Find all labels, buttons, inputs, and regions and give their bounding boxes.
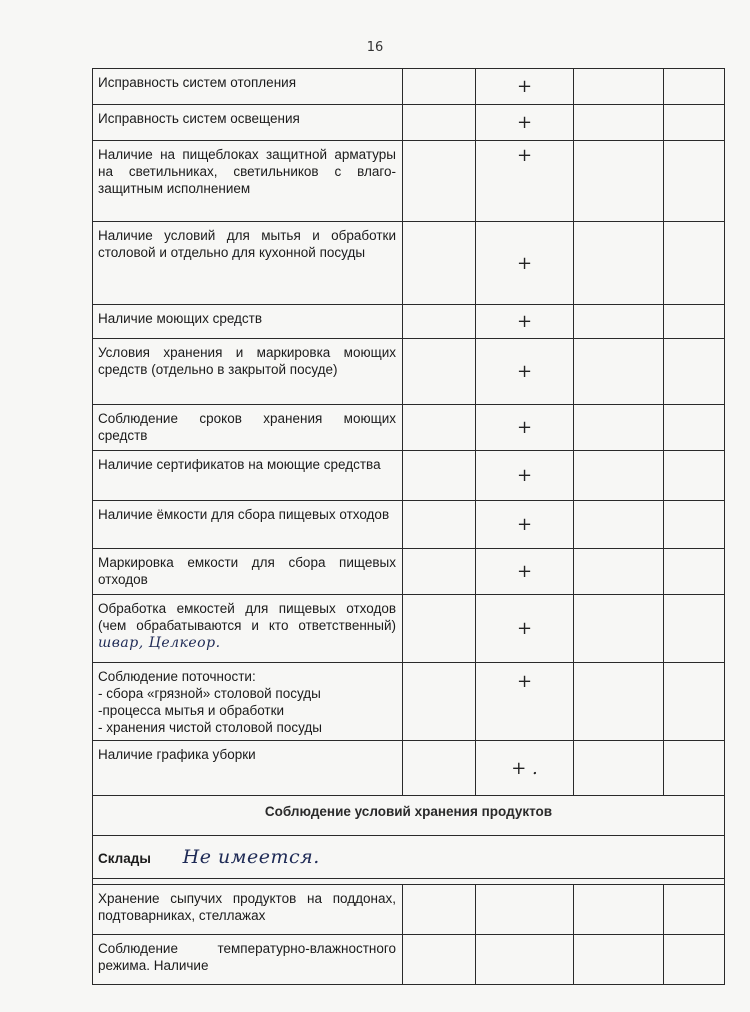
row-label	[93, 595, 403, 663]
empty-cell	[403, 935, 476, 985]
table-row	[93, 741, 725, 796]
handwritten-note: швар, Целкеор.	[98, 635, 221, 651]
check-mark: +	[476, 663, 574, 741]
empty-cell	[403, 885, 476, 935]
sklady-row	[93, 836, 725, 879]
table-row	[93, 451, 725, 501]
empty-cell	[403, 451, 476, 501]
row-label: Наличие ёмкости для сбора пищевых отходов	[93, 501, 403, 549]
table-row	[93, 549, 725, 595]
section-header-row	[93, 796, 725, 836]
page-number: 16	[366, 40, 384, 55]
empty-cell	[403, 549, 476, 595]
empty-cell	[664, 885, 725, 935]
check-mark: +	[476, 222, 574, 305]
section-title: Соблюдение условий хранения продуктов	[93, 796, 725, 836]
table-row	[93, 141, 725, 222]
table-row	[93, 836, 725, 879]
label-line: Соблюдение поточности:	[98, 669, 256, 684]
label-line: -процесса мытья и обработки	[98, 703, 285, 718]
empty-cell	[403, 339, 476, 405]
table-row	[93, 339, 725, 405]
table-row	[93, 105, 725, 141]
empty-cell	[476, 885, 574, 935]
check-mark: +	[476, 141, 574, 222]
label-line: - хранения чистой столовой посуды	[98, 720, 322, 735]
row-label: Наличие сертификатов на моющие средства	[93, 451, 403, 501]
table-row	[93, 595, 725, 663]
table-row	[93, 935, 725, 985]
row-label: Хранение сыпучих продуктов на поддонах, подтоварниках, стеллажах	[93, 885, 403, 935]
empty-cell	[403, 141, 476, 222]
row-label: Условия хранения и маркировка моющих средств (отдельно в закрытой посуде)	[93, 339, 403, 405]
empty-cell	[664, 141, 725, 222]
check-mark: +	[476, 339, 574, 405]
row-label: Соблюдение сроков хранения моющих средств	[93, 405, 403, 451]
empty-cell	[403, 741, 476, 796]
row-label: Маркировка емкости для сбора пищевых отходов	[93, 549, 403, 595]
empty-cell	[574, 305, 664, 339]
table-row	[93, 501, 725, 549]
table-row	[93, 663, 725, 741]
empty-cell	[664, 69, 725, 105]
empty-cell	[574, 222, 664, 305]
empty-cell	[574, 549, 664, 595]
empty-cell	[574, 141, 664, 222]
empty-cell	[403, 105, 476, 141]
empty-cell	[574, 69, 664, 105]
empty-cell	[403, 501, 476, 549]
check-mark: +	[476, 305, 574, 339]
empty-cell	[664, 339, 725, 405]
label-line: - сбора «грязной» столовой посуды	[98, 686, 321, 701]
empty-cell	[664, 663, 725, 741]
check-mark: +	[476, 549, 574, 595]
empty-cell	[574, 663, 664, 741]
empty-cell	[664, 105, 725, 141]
row-label: Наличие условий для мытья и обработки столовой и отдельно для кухонной посуды	[93, 222, 403, 305]
empty-cell	[664, 222, 725, 305]
table-row	[93, 405, 725, 451]
empty-cell	[403, 305, 476, 339]
empty-cell	[664, 451, 725, 501]
empty-cell	[664, 405, 725, 451]
handwritten-note: Не имеется.	[182, 845, 320, 868]
table-row	[93, 305, 725, 339]
check-mark: +	[476, 595, 574, 663]
empty-cell	[664, 935, 725, 985]
empty-cell	[664, 741, 725, 796]
empty-cell	[403, 405, 476, 451]
checklist-table	[92, 68, 725, 985]
empty-cell	[574, 595, 664, 663]
row-label-text: Обработка емкостей для пищевых отходов (чем обрабатываются и кто ответственный)	[98, 601, 396, 633]
table-row	[93, 69, 725, 105]
empty-cell	[574, 105, 664, 141]
empty-cell	[574, 501, 664, 549]
check-mark: +	[476, 105, 574, 141]
empty-cell	[574, 885, 664, 935]
empty-cell	[664, 305, 725, 339]
empty-cell	[403, 663, 476, 741]
row-label: Соблюдение температурно-влажностного режима. Наличие	[93, 935, 403, 985]
empty-cell	[664, 549, 725, 595]
row-label: Наличие графика уборки	[93, 741, 403, 796]
check-mark: +	[476, 69, 574, 105]
row-label: Наличие моющих средств	[93, 305, 403, 339]
table-row	[93, 885, 725, 935]
empty-cell	[574, 451, 664, 501]
check-mark: +	[476, 405, 574, 451]
empty-cell	[574, 935, 664, 985]
row-label: Наличие на пищеблоках защитной арматуры на светильниках, светильников с влаго-защитным исполнением	[93, 141, 403, 222]
empty-cell	[403, 222, 476, 305]
empty-cell	[403, 69, 476, 105]
sklady-label: Склады	[98, 850, 151, 866]
empty-cell	[574, 741, 664, 796]
empty-cell	[574, 339, 664, 405]
table-row	[93, 222, 725, 305]
empty-cell	[476, 935, 574, 985]
check-mark: + .	[476, 741, 574, 796]
row-label	[93, 663, 403, 741]
empty-cell	[664, 595, 725, 663]
row-label: Исправность систем освещения	[93, 105, 403, 141]
check-mark: +	[476, 501, 574, 549]
empty-cell	[574, 405, 664, 451]
check-mark: +	[476, 451, 574, 501]
empty-cell	[403, 595, 476, 663]
empty-cell	[664, 501, 725, 549]
row-label: Исправность систем отопления	[93, 69, 403, 105]
